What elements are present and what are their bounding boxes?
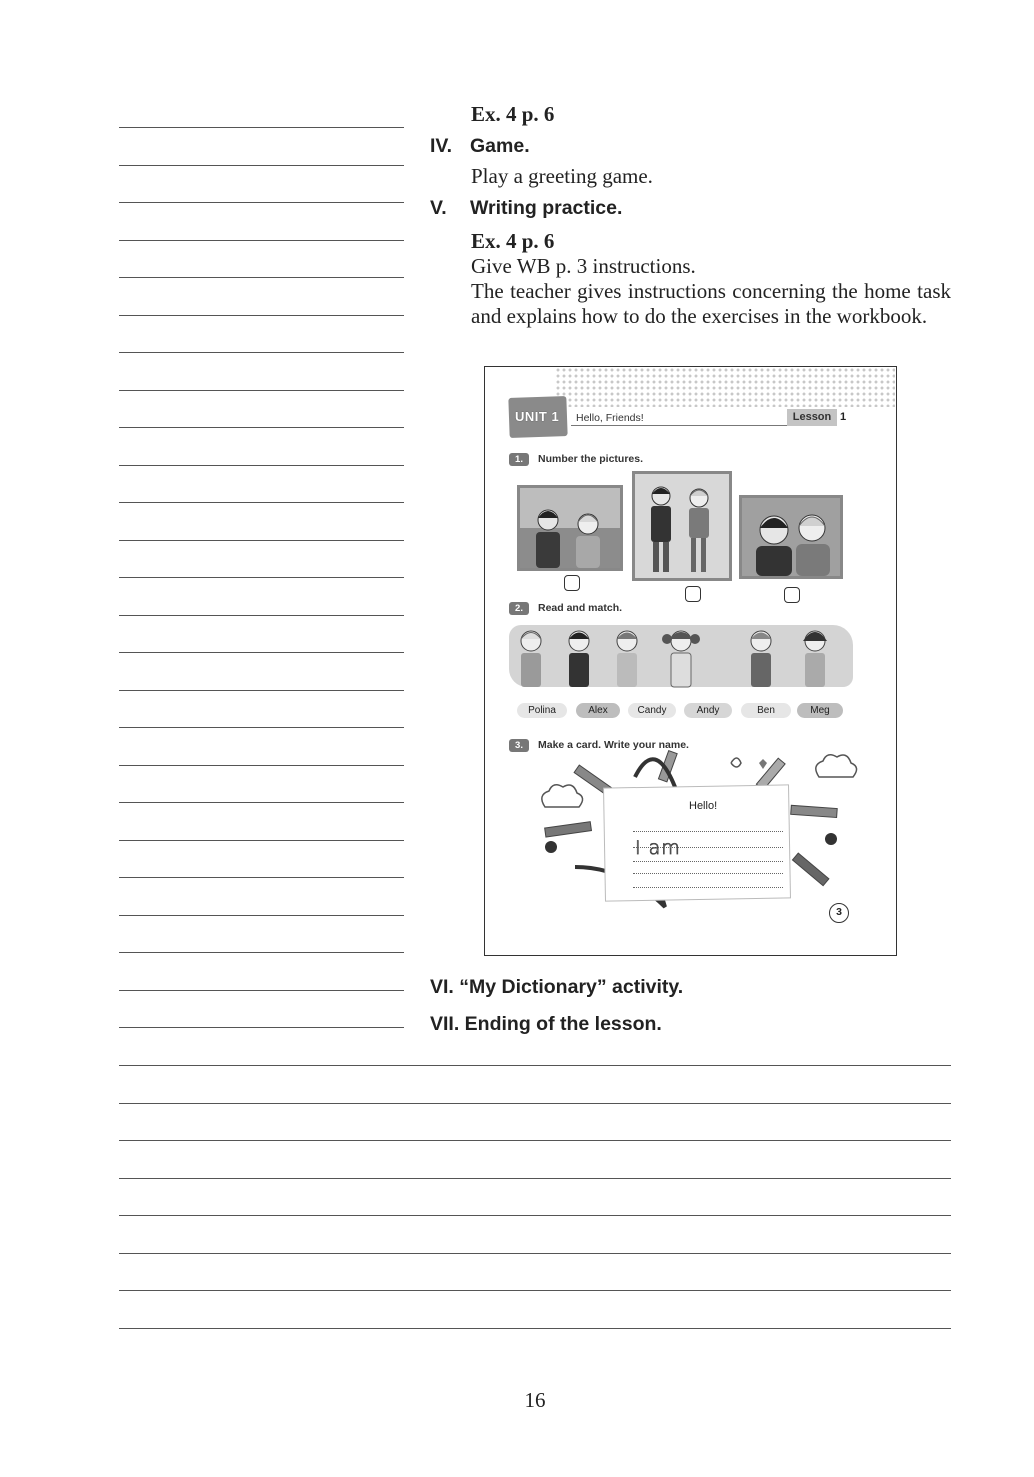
exercise-instruction: Number the pictures. <box>538 453 644 465</box>
children-lineup-illustration <box>509 623 853 689</box>
header-rule <box>571 425 791 426</box>
note-line <box>119 427 404 428</box>
picture-greeting-1 <box>517 485 623 571</box>
note-line <box>119 352 404 353</box>
name-label-alex: Alex <box>576 703 620 718</box>
note-line <box>119 390 404 391</box>
name-label-andy: Andy <box>684 703 732 718</box>
exercise-instruction: Make a card. Write your name. <box>538 739 689 751</box>
note-line <box>119 1065 951 1066</box>
page-number: 16 <box>524 1388 546 1412</box>
name-label-ben: Ben <box>741 703 791 718</box>
note-line <box>119 1103 951 1104</box>
note-line <box>119 127 404 128</box>
card-writing-line <box>633 861 783 862</box>
picture-greeting-3 <box>739 495 843 579</box>
exercise-reference: Ex. 4 p. 6 <box>471 229 555 253</box>
workbook-page-figure <box>484 366 897 956</box>
exercise-number: 1. <box>509 453 529 466</box>
card-greeting: Hello! <box>689 800 718 812</box>
card-writing-line <box>633 873 783 874</box>
exercise-number: 3. <box>509 739 529 752</box>
step-title: Writing practice. <box>470 197 623 219</box>
card-writing-line <box>633 887 783 888</box>
note-line <box>119 652 404 653</box>
exercise-number: 2. <box>509 602 529 615</box>
note-line <box>119 1253 951 1254</box>
children-illustration <box>635 474 729 578</box>
name-label-meg: Meg <box>797 703 843 718</box>
unit-label: UNIT 1 <box>515 409 560 424</box>
answer-checkbox[interactable] <box>564 575 580 591</box>
note-line <box>119 1328 951 1329</box>
note-line <box>119 690 404 691</box>
exercise-reference: Ex. 4 p. 6 <box>471 102 555 126</box>
decorative-dots <box>555 367 895 407</box>
step-title: Game. <box>470 135 530 157</box>
name-label-candy: Candy <box>628 703 676 718</box>
note-line <box>119 577 404 578</box>
note-line <box>119 1178 951 1179</box>
note-line <box>119 315 404 316</box>
note-line <box>119 765 404 766</box>
note-line <box>119 615 404 616</box>
step-number: V. <box>430 197 447 219</box>
note-line <box>119 727 404 728</box>
note-line <box>119 1215 951 1216</box>
step-number: IV. <box>430 135 453 157</box>
note-line <box>119 840 404 841</box>
note-line <box>119 502 404 503</box>
card-writing-line <box>633 847 783 848</box>
unit-title: Hello, Friends! <box>576 412 644 424</box>
step-v-paragraph: The teacher gives instructions concerning the home task and explains how to do the exercises in the workbook. <box>471 279 951 328</box>
note-line <box>119 802 404 803</box>
note-line <box>119 202 404 203</box>
card-trace-text: I am <box>635 837 681 859</box>
children-illustration <box>742 498 840 576</box>
note-line <box>119 465 404 466</box>
name-label-polina: Polina <box>517 703 567 718</box>
children-illustration <box>520 488 620 568</box>
note-line <box>119 1290 951 1291</box>
workbook-page-number: 3 <box>829 903 849 923</box>
note-line <box>119 1027 404 1028</box>
answer-checkbox[interactable] <box>685 586 701 602</box>
note-line <box>119 240 404 241</box>
card-writing-line <box>633 831 783 832</box>
note-line <box>119 277 404 278</box>
note-line <box>119 1140 951 1141</box>
note-line <box>119 952 404 953</box>
note-line <box>119 540 404 541</box>
step-vi-heading: VI. “My Dictionary” activity. <box>430 976 684 998</box>
step-v-heading <box>430 197 622 220</box>
note-line <box>119 165 404 166</box>
note-line <box>119 877 404 878</box>
step-vii-heading: VII. Ending of the lesson. <box>430 1013 662 1035</box>
step-iv-heading <box>430 135 530 158</box>
note-line <box>119 915 404 916</box>
note-line <box>119 990 404 991</box>
exercise-instruction: Read and match. <box>538 602 623 614</box>
picture-greeting-2 <box>632 471 732 581</box>
lesson-number: 1 <box>840 411 847 423</box>
lesson-label: Lesson <box>787 409 837 426</box>
step-v-instruction: Give WB p. 3 instructions. <box>471 254 696 278</box>
step-iv-text: Play a greeting game. <box>471 164 653 188</box>
answer-checkbox[interactable] <box>784 587 800 603</box>
